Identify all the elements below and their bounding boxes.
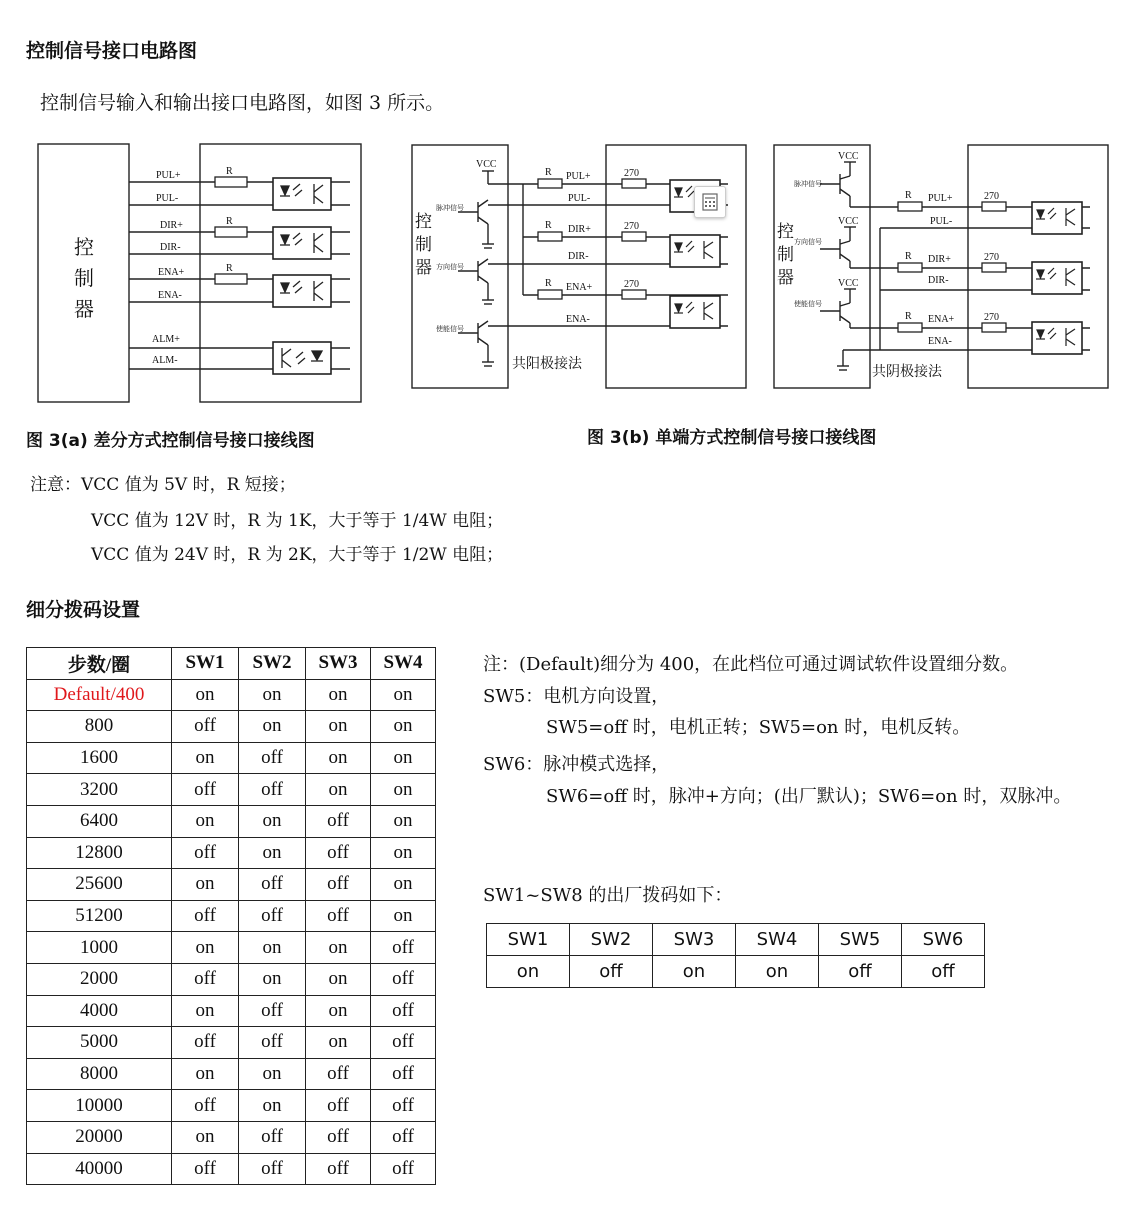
- switch-cell: off: [371, 963, 436, 995]
- switch-cell: off: [239, 900, 306, 932]
- table-row: [27, 1153, 436, 1185]
- switch-cell: on: [371, 805, 436, 837]
- switch-cell: off: [239, 869, 306, 901]
- switch-cell: off: [371, 1153, 436, 1185]
- controller-label: 控: [777, 222, 794, 242]
- switch-cell: on: [172, 995, 239, 1027]
- switch-cell: on: [306, 963, 371, 995]
- switch-cell: off: [239, 774, 306, 806]
- switch-cell: off: [239, 995, 306, 1027]
- note-line: 注意：VCC 值为 5V 时，R 短接；: [30, 475, 296, 495]
- signal-label: ENA-: [566, 314, 590, 325]
- signal-label: DIR+: [568, 224, 591, 235]
- factory-value-cell: on: [736, 956, 819, 988]
- controller-label: 器: [74, 297, 94, 321]
- switch-cell: off: [306, 1153, 371, 1185]
- table-row: [27, 774, 436, 806]
- factory-header-row: [487, 924, 985, 956]
- signal-label: ENA-: [158, 290, 182, 301]
- signal-label: DIR+: [928, 254, 951, 265]
- switch-cell: on: [371, 837, 436, 869]
- header-cell: SW1: [172, 648, 239, 680]
- table-row: [27, 1027, 436, 1059]
- factory-dip-table: [486, 923, 985, 988]
- table-row: [27, 679, 436, 711]
- steps-cell: 2000: [27, 963, 172, 995]
- switch-cell: on: [239, 932, 306, 964]
- calculator-icon[interactable]: [694, 186, 726, 218]
- table-row: [27, 742, 436, 774]
- switch-cell: on: [239, 805, 306, 837]
- resistor-label: R: [226, 166, 233, 177]
- caption-figure-3a: 图 3(a) 差分方式控制信号接口接线图: [26, 431, 315, 451]
- factory-value-cell: on: [653, 956, 736, 988]
- signal-label: ENA-: [928, 336, 952, 347]
- switch-cell: off: [172, 711, 239, 743]
- factory-header-cell: SW2: [570, 924, 653, 956]
- input-label: 方向信号: [436, 263, 464, 271]
- switch-cell: on: [306, 742, 371, 774]
- signal-label: DIR+: [160, 220, 183, 231]
- table-row: [27, 1090, 436, 1122]
- controller-label: 器: [415, 258, 432, 278]
- signal-label: DIR-: [928, 275, 949, 286]
- switch-cell: on: [239, 963, 306, 995]
- note-line: VCC 值为 12V 时，R 为 1K，大于等于 1/4W 电阻；: [91, 511, 504, 531]
- switch-cell: on: [306, 711, 371, 743]
- signal-label: DIR-: [568, 251, 589, 262]
- switch-cell: off: [172, 1027, 239, 1059]
- controller-label: 控: [74, 235, 94, 259]
- diagram-common-anode: [408, 140, 750, 392]
- resistor-label: R: [226, 216, 233, 227]
- switch-cell: off: [239, 742, 306, 774]
- steps-cell: 10000: [27, 1090, 172, 1122]
- switch-cell: off: [371, 1121, 436, 1153]
- vcc-label: VCC: [838, 278, 859, 289]
- factory-header-cell: SW6: [902, 924, 985, 956]
- connection-mode-label: 共阴极接法: [872, 364, 942, 380]
- switch-cell: off: [306, 869, 371, 901]
- switch-cell: on: [371, 900, 436, 932]
- switch-cell: off: [306, 805, 371, 837]
- signal-label: ENA+: [928, 314, 955, 325]
- factory-setting-title: SW1~SW8 的出厂拨码如下：: [483, 885, 733, 906]
- factory-header-cell: SW4: [736, 924, 819, 956]
- vcc-label: VCC: [838, 151, 859, 162]
- resistor-label: R: [545, 278, 552, 289]
- resistor-label: R: [905, 190, 912, 201]
- section-title-interface: 控制信号接口电路图: [26, 40, 198, 62]
- switch-cell: off: [371, 932, 436, 964]
- switch-cell: off: [371, 1058, 436, 1090]
- switch-cell: off: [306, 1090, 371, 1122]
- switch-cell: off: [172, 1090, 239, 1122]
- switch-cell: off: [172, 774, 239, 806]
- input-label: 脉冲信号: [794, 180, 822, 188]
- table-row: [27, 932, 436, 964]
- switch-cell: off: [371, 1090, 436, 1122]
- switch-cell: off: [172, 963, 239, 995]
- steps-cell: 800: [27, 711, 172, 743]
- steps-cell: 1000: [27, 932, 172, 964]
- switch-cell: on: [172, 805, 239, 837]
- diagram-common-cathode: [770, 140, 1112, 392]
- signal-label: PUL-: [930, 216, 953, 227]
- steps-cell: 1600: [27, 742, 172, 774]
- switch-cell: off: [306, 1058, 371, 1090]
- connection-mode-label: 共阳极接法: [512, 356, 582, 372]
- controller-label: 制: [777, 245, 794, 265]
- resistor-label: R: [905, 251, 912, 262]
- switch-cell: on: [239, 679, 306, 711]
- switch-cell: off: [239, 1153, 306, 1185]
- switch-cell: on: [239, 711, 306, 743]
- factory-value-cell: off: [902, 956, 985, 988]
- switch-cell: off: [371, 1027, 436, 1059]
- signal-label: PUL-: [156, 193, 179, 204]
- table-row: [27, 1058, 436, 1090]
- resistor-value: 270: [624, 168, 639, 179]
- steps-cell: 5000: [27, 1027, 172, 1059]
- table-header-row: [27, 648, 436, 680]
- switch-cell: on: [172, 869, 239, 901]
- resistor-label: R: [545, 167, 552, 178]
- switch-cell: off: [172, 900, 239, 932]
- table-row: [27, 837, 436, 869]
- signal-label: PUL-: [568, 193, 591, 204]
- switch-cell: off: [172, 837, 239, 869]
- switch-cell: on: [172, 679, 239, 711]
- steps-cell: 8000: [27, 1058, 172, 1090]
- table-row: [27, 900, 436, 932]
- switch-cell: on: [371, 774, 436, 806]
- signal-label: PUL+: [566, 171, 591, 182]
- signal-label: ENA+: [566, 282, 593, 293]
- microstep-dip-table: [26, 647, 436, 1185]
- vcc-label: VCC: [476, 159, 497, 170]
- table-body: [27, 679, 436, 1185]
- switch-cell: on: [239, 1090, 306, 1122]
- controller-label: 制: [415, 235, 432, 255]
- switch-cell: off: [306, 900, 371, 932]
- table-row: [27, 711, 436, 743]
- steps-cell: 20000: [27, 1121, 172, 1153]
- switch-cell: on: [306, 1027, 371, 1059]
- switch-cell: on: [306, 679, 371, 711]
- switch-cell: on: [306, 774, 371, 806]
- signal-label: ALM-: [152, 355, 178, 366]
- switch-cell: on: [371, 869, 436, 901]
- steps-cell: 3200: [27, 774, 172, 806]
- header-cell: SW4: [371, 648, 436, 680]
- steps-cell: 12800: [27, 837, 172, 869]
- steps-cell: 4000: [27, 995, 172, 1027]
- resistor-value: 270: [984, 252, 999, 263]
- header-cell: SW2: [239, 648, 306, 680]
- resistor-value: 270: [984, 191, 999, 202]
- factory-value-cell: on: [487, 956, 570, 988]
- steps-cell: 25600: [27, 869, 172, 901]
- factory-header-cell: SW1: [487, 924, 570, 956]
- table-row: [27, 1121, 436, 1153]
- switch-cell: on: [371, 679, 436, 711]
- resistor-value: 270: [984, 312, 999, 323]
- factory-header-cell: SW5: [819, 924, 902, 956]
- switch-cell: on: [239, 1058, 306, 1090]
- resistor-label: R: [545, 220, 552, 231]
- input-label: 脉冲信号: [436, 204, 464, 212]
- caption-figure-3b: 图 3(b) 单端方式控制信号接口接线图: [587, 428, 877, 448]
- header-cell: 步数/圈: [27, 648, 172, 680]
- table-row: [27, 869, 436, 901]
- switch-cell: on: [172, 932, 239, 964]
- switch-cell: on: [371, 711, 436, 743]
- switch-cell: on: [172, 1121, 239, 1153]
- diagram-differential: [30, 140, 370, 410]
- header-cell: SW3: [306, 648, 371, 680]
- switch-cell: on: [172, 742, 239, 774]
- intro-text: 控制信号输入和输出接口电路图，如图 3 所示。: [40, 92, 445, 114]
- steps-cell: 51200: [27, 900, 172, 932]
- sw6-title: SW6：脉冲模式选择，: [483, 754, 670, 775]
- switch-cell: off: [239, 1027, 306, 1059]
- switch-cell: off: [371, 995, 436, 1027]
- table-row: [27, 995, 436, 1027]
- signal-label: PUL+: [928, 193, 953, 204]
- switch-cell: on: [172, 1058, 239, 1090]
- switch-cell: on: [239, 837, 306, 869]
- table-row: [27, 805, 436, 837]
- switch-cell: on: [371, 742, 436, 774]
- default-note: 注：(Default)细分为 400，在此档位可通过调试软件设置细分数。: [483, 654, 1019, 675]
- input-label: 使能信号: [794, 300, 822, 308]
- resistor-label: R: [226, 263, 233, 274]
- switch-cell: on: [306, 995, 371, 1027]
- signal-label: PUL+: [156, 170, 181, 181]
- factory-value-cell: off: [570, 956, 653, 988]
- vcc-label: VCC: [838, 216, 859, 227]
- sw6-description: SW6=off 时，脉冲+方向；(出厂默认)；SW6=on 时，双脉冲。: [546, 786, 1072, 807]
- signal-label: DIR-: [160, 242, 181, 253]
- input-label: 使能信号: [436, 325, 464, 333]
- note-line: VCC 值为 24V 时，R 为 2K，大于等于 1/2W 电阻；: [91, 545, 504, 565]
- factory-value-cell: off: [819, 956, 902, 988]
- signal-label: ALM+: [152, 334, 180, 345]
- controller-label: 控: [415, 212, 432, 232]
- factory-header-cell: SW3: [653, 924, 736, 956]
- steps-cell: 6400: [27, 805, 172, 837]
- resistor-value: 270: [624, 221, 639, 232]
- steps-cell: 40000: [27, 1153, 172, 1185]
- switch-cell: off: [306, 837, 371, 869]
- signal-label: ENA+: [158, 267, 185, 278]
- sw5-description: SW5=off 时，电机正转；SW5=on 时，电机反转。: [546, 717, 971, 738]
- resistor-label: R: [905, 311, 912, 322]
- input-label: 方向信号: [794, 238, 822, 246]
- switch-cell: off: [306, 1121, 371, 1153]
- section-title-dip: 细分拨码设置: [26, 599, 141, 621]
- factory-value-row: [487, 956, 985, 988]
- controller-label: 制: [74, 266, 94, 290]
- resistor-value: 270: [624, 279, 639, 290]
- controller-label: 器: [777, 268, 794, 288]
- table-row: [27, 963, 436, 995]
- switch-cell: on: [306, 932, 371, 964]
- steps-cell: Default/400: [27, 679, 172, 711]
- switch-cell: off: [172, 1153, 239, 1185]
- sw5-title: SW5：电机方向设置，: [483, 686, 670, 707]
- switch-cell: off: [239, 1121, 306, 1153]
